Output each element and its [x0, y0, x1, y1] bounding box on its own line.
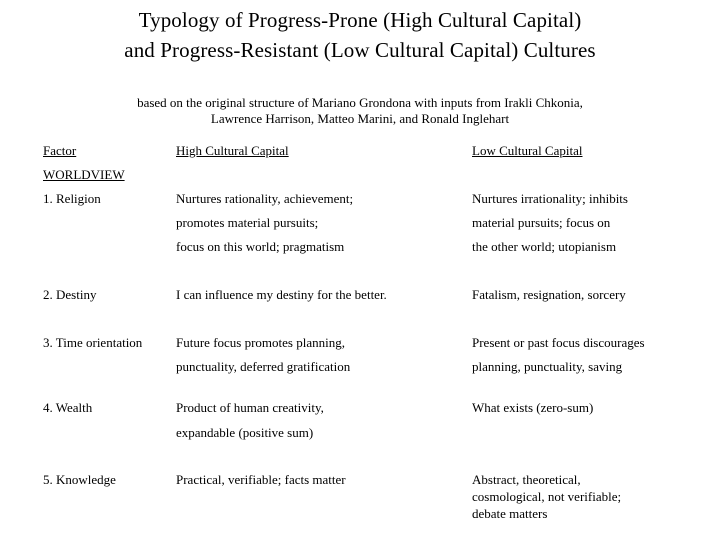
document-title-line-1: Typology of Progress-Prone (High Cultural Capital): [138, 8, 582, 32]
factor-religion: 1. Religion: [43, 191, 101, 206]
header-high-cultural-capital: High Cultural Capital: [176, 143, 289, 158]
high-religion-line-3: focus on this world; pragmatism: [176, 239, 345, 254]
high-knowledge-line-1: Practical, verifiable; facts matter: [176, 472, 346, 487]
high-religion-line-1: Nurtures rationality, achievement;: [176, 191, 354, 206]
low-time-line-1: Present or past focus discourages: [472, 335, 645, 350]
high-religion-line-2: promotes material pursuits;: [176, 215, 319, 230]
low-knowledge-line-2: cosmological, not verifiable;: [472, 489, 622, 504]
low-wealth-line-1: What exists (zero-sum): [472, 400, 594, 415]
low-religion-line-1: Nurtures irrationality; inhibits: [472, 191, 628, 206]
high-time-line-2: punctuality, deferred gratification: [176, 359, 351, 374]
factor-destiny: 2. Destiny: [43, 287, 97, 302]
factor-time-orientation: 3. Time orientation: [43, 335, 143, 350]
low-religion-line-3: the other world; utopianism: [472, 239, 617, 254]
high-wealth-line-2: expandable (positive sum): [176, 425, 314, 440]
low-time-line-2: planning, punctuality, saving: [472, 359, 623, 374]
header-low-cultural-capital: Low Cultural Capital: [472, 143, 583, 158]
high-time-line-1: Future focus promotes planning,: [176, 335, 345, 350]
low-knowledge-line-3: debate matters: [472, 506, 548, 521]
low-religion-line-2: material pursuits; focus on: [472, 215, 611, 230]
document-title-line-2: and Progress-Resistant (Low Cultural Capital) Cultures: [124, 38, 596, 62]
header-factor: Factor: [43, 143, 77, 158]
factor-knowledge: 5. Knowledge: [43, 472, 116, 487]
subtitle-line-1: based on the original structure of Mariano Grondona with inputs from Irakli Chkonia,: [137, 95, 583, 110]
factor-wealth: 4. Wealth: [43, 400, 93, 415]
subtitle-line-2: Lawrence Harrison, Matteo Marini, and Ronald Inglehart: [210, 111, 510, 126]
high-wealth-line-1: Product of human creativity,: [176, 400, 324, 415]
high-destiny-line-1: I can influence my destiny for the better.: [176, 287, 387, 302]
low-knowledge-line-1: Abstract, theoretical,: [472, 472, 581, 487]
low-destiny-line-1: Fatalism, resignation, sorcery: [472, 287, 626, 302]
section-worldview: WORLDVIEW: [43, 167, 125, 182]
